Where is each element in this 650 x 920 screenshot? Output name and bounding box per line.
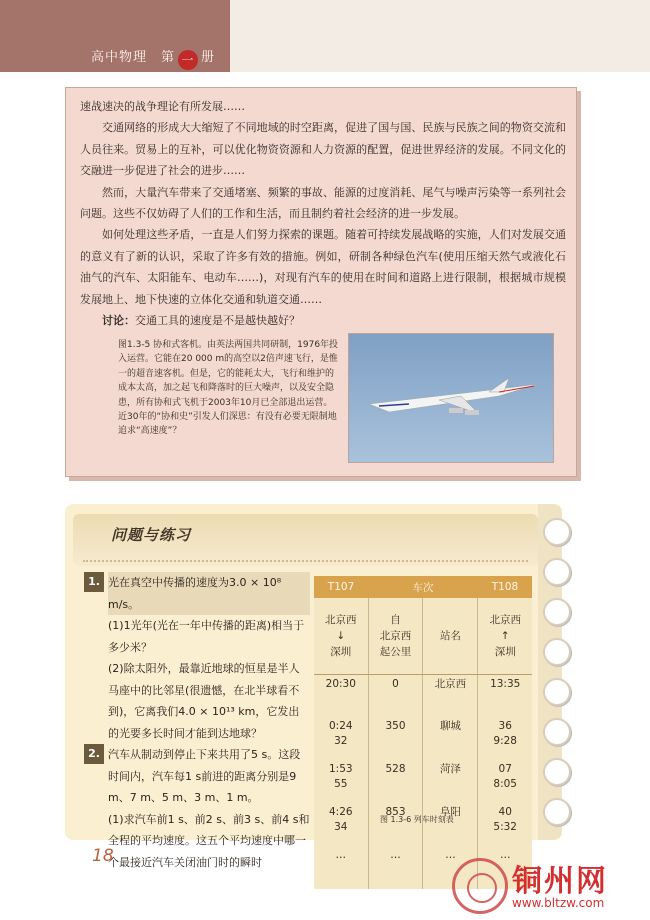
cell-text: 34 — [334, 821, 348, 833]
binder-ring — [543, 718, 571, 746]
cell-text: 北京西 — [489, 613, 521, 626]
table-cell: … — [478, 846, 532, 889]
table-cell: 阜阳 — [423, 803, 478, 846]
table-cell — [478, 760, 532, 803]
cell-text: 13:35 — [490, 677, 521, 690]
train-timetable — [314, 576, 532, 889]
binder-ring — [543, 678, 571, 706]
binder-ring — [543, 758, 571, 786]
page-number: 18 — [92, 846, 114, 866]
figure-caption: 图1.3-5 协和式客机。由英法两国共同研制，1976年投入运营。它能在20 000 m的高空以2倍声速飞行，是惟一的超音速客机。但是，它的能耗太大，飞行和维护的成本太高，加之起飞和降落时的巨大噪声，以及安全隐患，所有协和式飞机于2003年10月已全部退出运营。近30年的“协和史”引发人们深思：有没有必要无限制地追求“高速度”？ — [118, 340, 339, 437]
book-title — [91, 46, 215, 70]
table-cell — [478, 717, 532, 760]
cell-text: 0:24 — [328, 720, 353, 732]
cell-text: 36 — [498, 720, 512, 732]
reading-text — [80, 96, 566, 331]
table-header: 车次 — [368, 576, 478, 598]
cell-text: 55 — [334, 778, 348, 790]
table-cell: 北京西 — [423, 674, 478, 717]
reading-paragraph: 如何处理这些矛盾，一直是人们努力探索的课题。随着可持续发展战略的实施，人们对发展交通的意义有了新的认识，采取了许多有效的措施。例如，研制各种绿色汽车(使用压缩天然气或液化石油气的汽车、太阳能车、电动车……)，对现有汽车的使用在时间和道路上进行限制，根据城市规模发展地上、地下快速的立体化交通和轨道交通…… — [80, 228, 566, 306]
table-cell: 528 — [368, 760, 423, 803]
cell-text: 9:28 — [493, 735, 517, 747]
reading-paragraph: 速战速决的战争理论有所发展…… — [80, 100, 245, 113]
table-cell: 站名 — [423, 598, 478, 674]
question-number: 1. — [84, 572, 104, 592]
exercise-title: 问题与练习 — [111, 526, 192, 544]
binder-ring — [543, 798, 571, 826]
binder-ring — [543, 638, 571, 666]
table-row — [314, 760, 532, 803]
cell-text: 4:26 — [328, 806, 353, 818]
binder-ring — [543, 598, 571, 626]
reading-paragraph: 交通网络的形成大大缩短了不同地域的时空距离，促进了国与国、民族与民族之间的物资交流和人员往来。贸易上的互补，可以优化物资资源和人力资源的配置，促进世界经济的发展。不同文化的交融进一步促进了社会的进步…… — [80, 121, 566, 178]
table-cell: 0 — [368, 674, 423, 717]
watermark-logo-icon — [452, 858, 508, 914]
table-cell — [314, 674, 368, 717]
cell-text: 07 — [498, 763, 512, 775]
table-cell: … — [423, 846, 478, 889]
question-list — [84, 572, 310, 873]
table-cell: 853 — [368, 803, 423, 846]
question-number: 2. — [84, 744, 104, 764]
table-cell — [314, 598, 368, 674]
cell-text: 8:05 — [493, 778, 517, 790]
table-row — [314, 717, 532, 760]
concorde-illustration — [349, 334, 554, 463]
table-cell: … — [335, 849, 347, 861]
table-cell — [368, 598, 423, 674]
watermark-url: www.bltzw.com — [512, 896, 605, 910]
cell-text: 北京西 — [325, 613, 357, 626]
table-caption: 图 1.3-6 列车时刻表 — [380, 815, 454, 824]
question-2 — [84, 744, 310, 873]
cell-text: 20:30 — [325, 677, 356, 690]
table-cell: … — [368, 846, 423, 889]
binder-ring — [543, 518, 571, 546]
page-header — [0, 0, 650, 72]
question-line: (1)求汽车前1 s、前2 s、前3 s、前4 s和全程的平均速度。这五个平均速度中哪一个最接近汽车关闭油门时的瞬时 — [108, 812, 310, 869]
table-cell — [478, 674, 532, 717]
table-cell — [314, 803, 368, 846]
arrow-up-icon: ↑ — [500, 629, 510, 642]
cell-text: 自 — [390, 613, 401, 626]
watermark-name: 铜州网 — [512, 864, 608, 899]
reading-box — [65, 87, 577, 477]
arrow-down-icon: ↓ — [336, 629, 346, 642]
table-cell: 聊城 — [423, 717, 478, 760]
cell-text: 起公里 — [379, 645, 412, 658]
table-cell — [478, 803, 532, 846]
cell-text: 北京西 — [379, 629, 412, 642]
book-title-prefix: 高中物理 第 — [91, 50, 176, 65]
table-header: T108 — [478, 576, 532, 598]
table-cell: 350 — [368, 717, 423, 760]
cell-text: 深圳 — [330, 645, 352, 658]
discussion — [80, 310, 566, 331]
concorde-photo — [348, 333, 554, 463]
question-line: (1)1光年(光在一年中传播的距离)相当于多少米？ — [108, 619, 305, 654]
cell-text: 深圳 — [494, 645, 516, 658]
table-cell — [314, 760, 368, 803]
table-row — [314, 674, 532, 717]
cell-text: 40 — [498, 806, 512, 818]
table-cell — [314, 717, 368, 760]
question-line: (2)除太阳外，最靠近地球的恒星是半人马座中的比邻星(很遗憾，在北半球看不到)，它离我们4.0 × 10¹³ km，它发出的光要多长时间才能到达地球？ — [108, 662, 300, 740]
reading-paragraph: 然而，大量汽车带来了交通堵塞、频繁的事故、能源的过度消耗、尾气与噪声污染等一系列社会问题。这些不仅妨碍了人们的工作和生活，而且制约着社会经济的进一步发展。 — [80, 185, 566, 221]
discussion-label: 讨论： — [102, 314, 135, 328]
question-line: 汽车从制动到停止下来共用了5 s。这段时间内，汽车每1 s前进的距离分别是9 m、7 m、5 m、3 m、1 m。 — [108, 748, 301, 804]
cell-text: 5:32 — [493, 821, 517, 833]
binder-rings — [543, 508, 577, 828]
book-title-suffix: 册 — [201, 50, 216, 65]
question-1 — [84, 572, 310, 744]
table-header: T107 — [314, 576, 368, 598]
volume-badge: 一 — [178, 50, 198, 70]
table-cell — [478, 598, 532, 674]
cell-text: 1:53 — [328, 763, 353, 775]
question-line: 光在真空中传播的速度为3.0 × 10⁸ m/s。 — [108, 572, 310, 615]
cell-text: 32 — [334, 735, 348, 747]
table-cell: 菏泽 — [423, 760, 478, 803]
binder-ring — [543, 558, 571, 586]
discussion-question: 交通工具的速度是不是越快越好？ — [135, 314, 300, 328]
dotted-divider — [83, 560, 528, 562]
